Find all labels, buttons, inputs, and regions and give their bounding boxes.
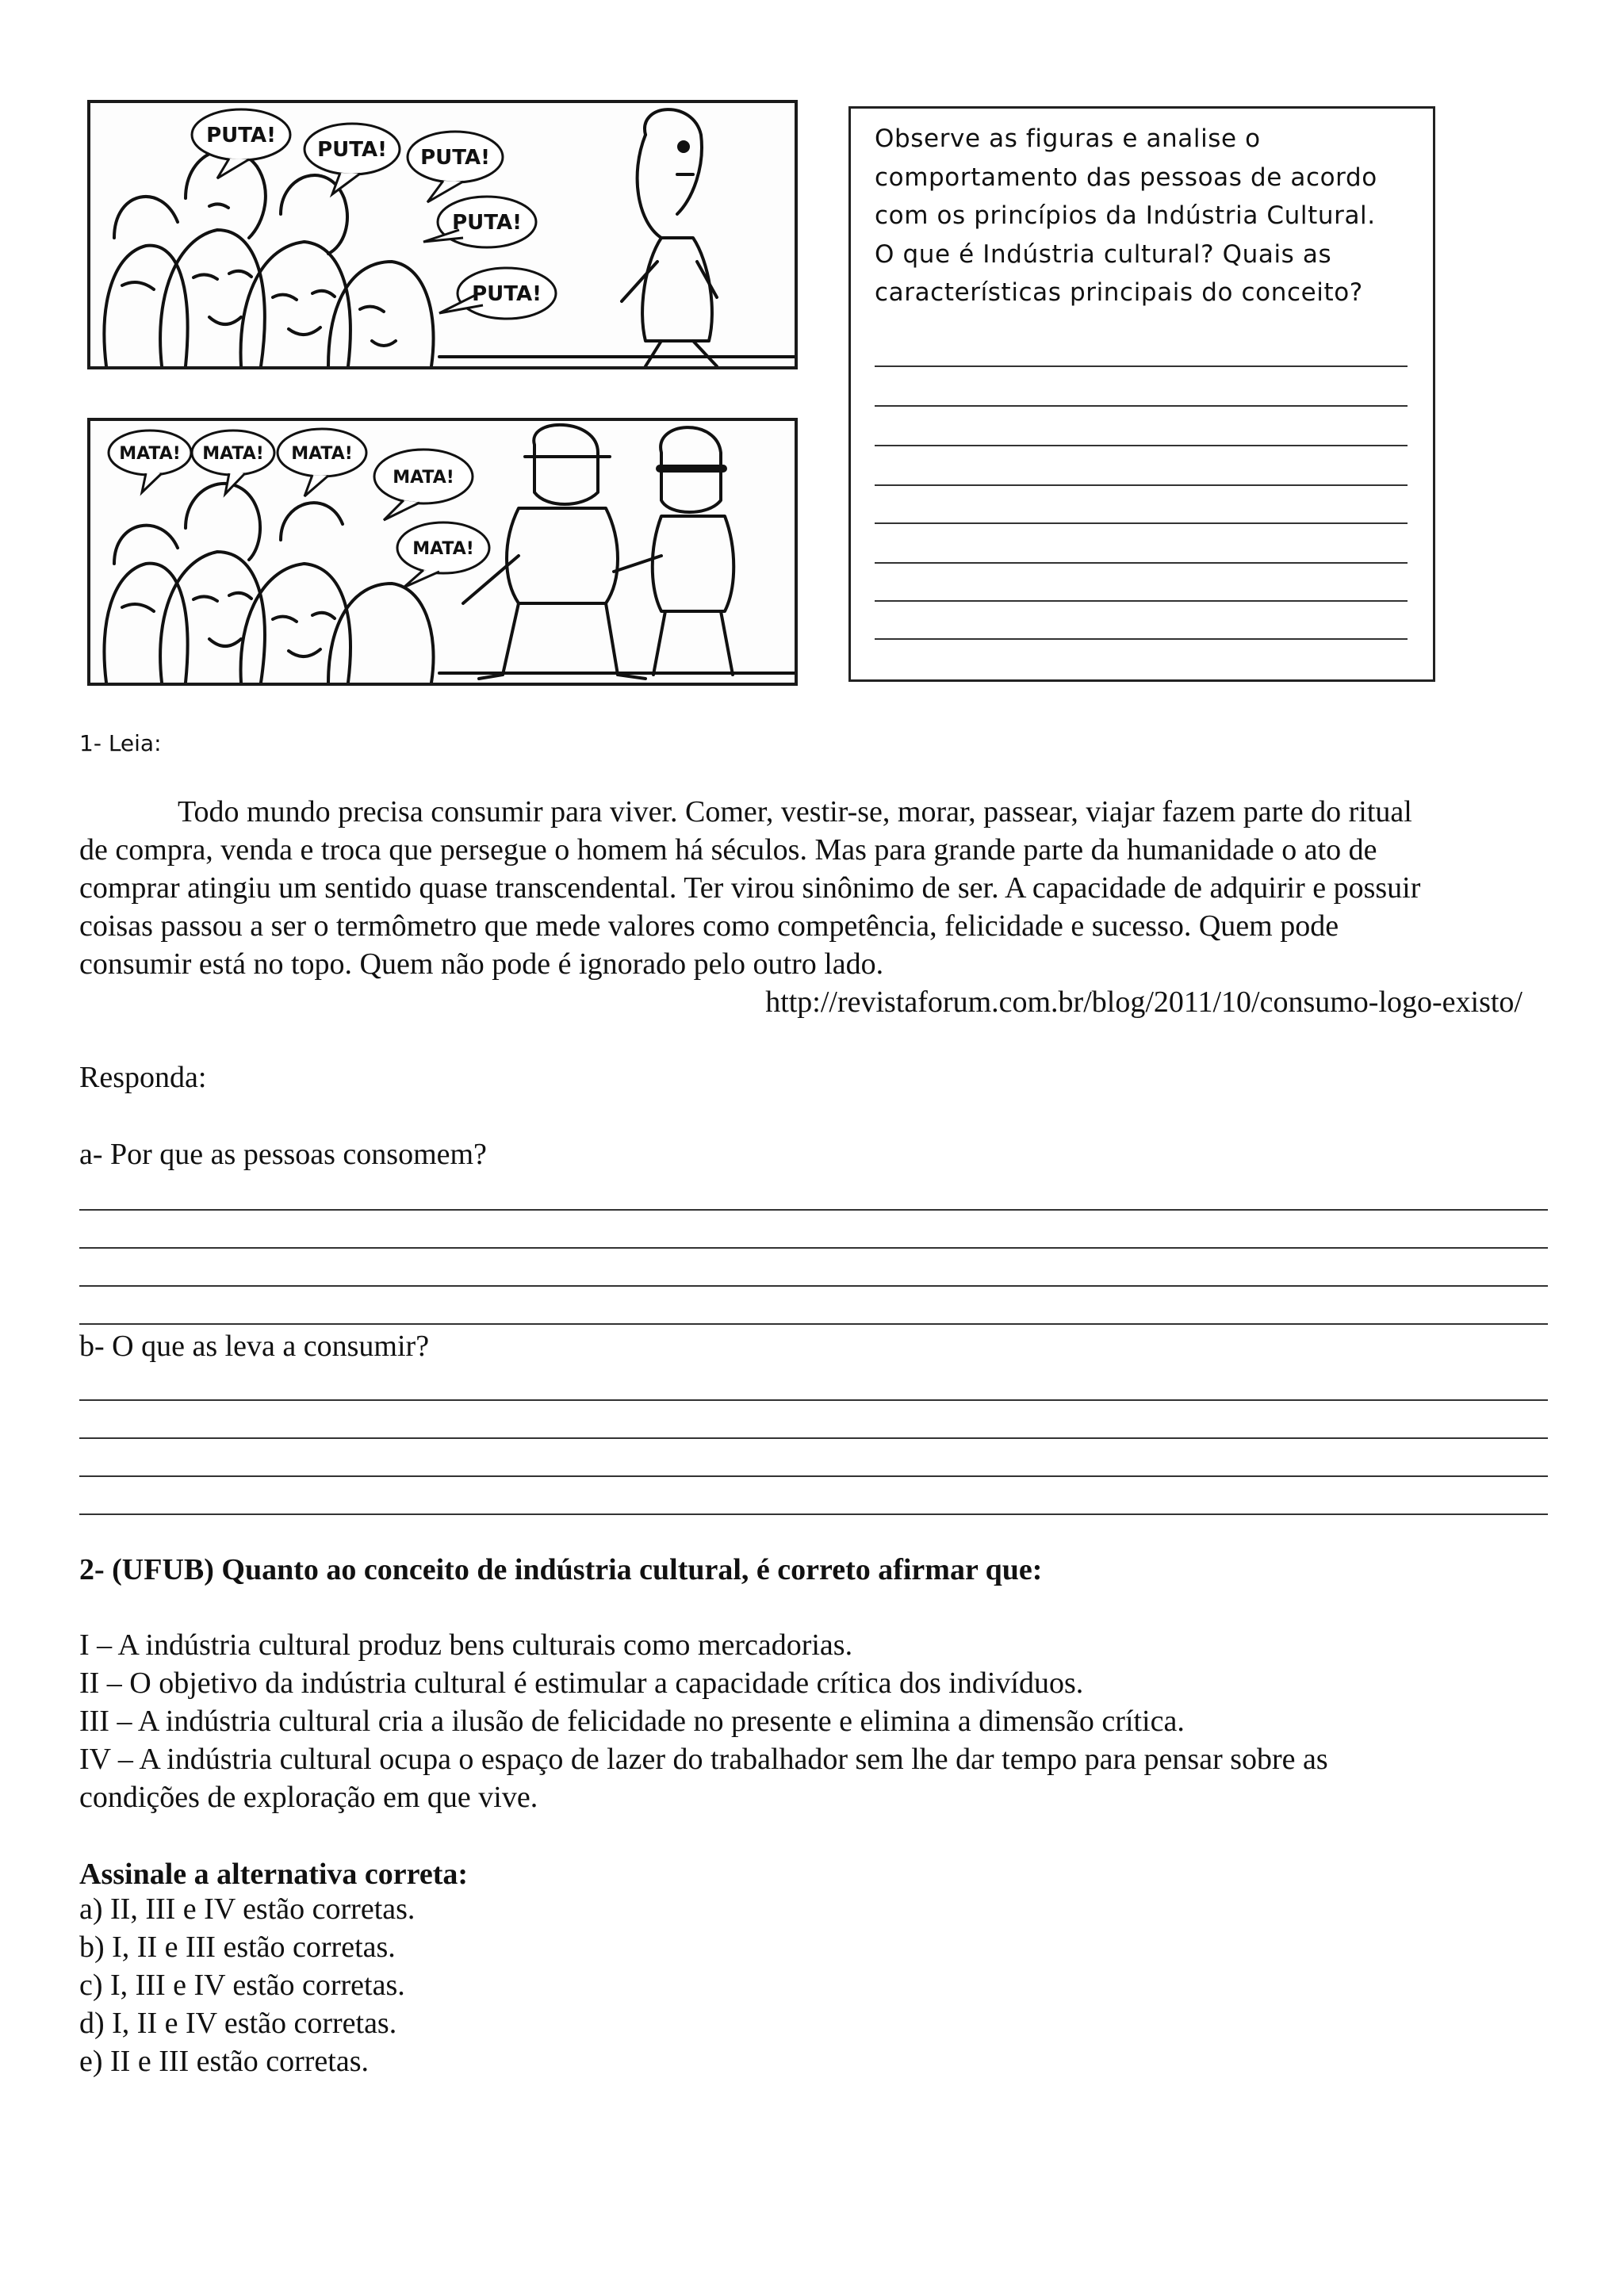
question-a: a- Por que as pessoas consomem? bbox=[79, 1138, 487, 1171]
section-2-title: 2- (UFUB) Quanto ao conceito de indústria cultural, é correto afirmar que: bbox=[79, 1553, 1043, 1586]
answer-line[interactable] bbox=[875, 365, 1408, 367]
answer-line[interactable] bbox=[875, 405, 1408, 407]
statement: I – A indústria cultural produz bens culturais como mercadorias. bbox=[79, 1628, 853, 1662]
statement: II – O objetivo da indústria cultural é estimular a capacidade crítica dos indivíduos. bbox=[79, 1667, 1084, 1700]
question-b: b- O que as leva a consumir? bbox=[79, 1330, 430, 1363]
speech-bubble-4 bbox=[423, 197, 536, 247]
bubble-text: MATA! bbox=[393, 468, 454, 488]
answer-line[interactable] bbox=[79, 1285, 1548, 1287]
bubble-text: MATA! bbox=[202, 444, 264, 464]
bubble-text: MATA! bbox=[291, 444, 353, 464]
bubble-text: PUTA! bbox=[452, 211, 522, 235]
bubble-text: PUTA! bbox=[472, 282, 542, 306]
comic-panel-top bbox=[87, 100, 798, 369]
comic-panel-bottom bbox=[87, 418, 798, 686]
answer-line[interactable] bbox=[79, 1475, 1548, 1477]
answer-line[interactable] bbox=[79, 1209, 1548, 1211]
answer-line[interactable] bbox=[875, 445, 1408, 446]
statement: III – A indústria cultural cria a ilusão de felicidade no presente e elimina a dimensão crítica. bbox=[79, 1705, 1185, 1738]
statement: IV – A indústria cultural ocupa o espaço de lazer do trabalhador sem lhe dar tempo para pensar sobre as bbox=[79, 1743, 1328, 1776]
section-1-heading: 1- Leia: bbox=[79, 730, 162, 756]
bubble-text: MATA! bbox=[412, 539, 474, 559]
bubble-text: PUTA! bbox=[317, 138, 387, 162]
source-link[interactable]: http://revistaforum.com.br/blog/2011/10/consumo-logo-existo/ bbox=[765, 985, 1522, 1019]
answer-line[interactable] bbox=[79, 1399, 1548, 1401]
answer-line[interactable] bbox=[875, 562, 1408, 564]
reading-line: consumir está no topo. Quem não pode é ignorado pelo outro lado. bbox=[79, 947, 884, 981]
reading-line: de compra, venda e troca que persegue o homem há séculos. Mas para grande parte da humanidade o ato de bbox=[79, 833, 1377, 867]
question-box-prompt bbox=[875, 120, 1422, 312]
crowd-insult-illustration bbox=[90, 103, 795, 366]
options-list bbox=[79, 1890, 1507, 2080]
respond-label: Responda: bbox=[79, 1061, 207, 1094]
bubble-text: PUTA! bbox=[420, 146, 490, 170]
speech-bubble-5 bbox=[397, 522, 489, 587]
bubble-text: PUTA! bbox=[206, 124, 276, 147]
speech-bubble-1 bbox=[109, 430, 191, 492]
speech-bubble-4 bbox=[374, 450, 473, 520]
prompt-line: características principais do conceito? bbox=[875, 278, 1363, 307]
reading-line: comprar atingiu um sentido quase transcendental. Ter virou sinônimo de ser. A capacidade de adquirir e possuir bbox=[79, 871, 1421, 905]
statement-list bbox=[79, 1626, 1507, 1816]
instruction: Assinale a alternativa correta: bbox=[79, 1858, 469, 1891]
speech-bubble-2 bbox=[192, 430, 274, 494]
question-box bbox=[848, 106, 1435, 682]
answer-line[interactable] bbox=[875, 484, 1408, 486]
option-a[interactable]: a) II, III e IV estão corretas. bbox=[79, 1892, 416, 1926]
answer-line[interactable] bbox=[875, 600, 1408, 602]
answer-line[interactable] bbox=[875, 522, 1408, 524]
statement: condições de exploração em que vive. bbox=[79, 1781, 538, 1814]
speech-bubble-3 bbox=[408, 132, 503, 202]
answer-line[interactable] bbox=[79, 1247, 1548, 1249]
prompt-line: com os princípios da Indústria Cultural. bbox=[875, 201, 1376, 230]
option-b[interactable]: b) I, II e III estão corretas. bbox=[79, 1931, 396, 1964]
option-e[interactable]: e) II e III estão corretas. bbox=[79, 2045, 369, 2078]
answer-line[interactable] bbox=[79, 1437, 1548, 1439]
answer-line[interactable] bbox=[79, 1323, 1548, 1325]
prompt-line: O que é Indústria cultural? Quais as bbox=[875, 239, 1332, 269]
answer-line[interactable] bbox=[79, 1513, 1548, 1515]
speech-bubble-1 bbox=[192, 109, 290, 178]
prompt-line: Observe as figuras e analise o bbox=[875, 124, 1261, 153]
reading-line: Todo mundo precisa consumir para viver. Comer, vestir-se, morar, passear, viajar fazem parte do ritual bbox=[178, 795, 1412, 828]
speech-bubble-3 bbox=[278, 429, 366, 496]
speech-bubble-5 bbox=[439, 268, 556, 319]
bubble-text: MATA! bbox=[119, 444, 181, 464]
answer-line[interactable] bbox=[875, 638, 1408, 640]
crowd-arrest-illustration bbox=[90, 421, 795, 683]
option-c[interactable]: c) I, III e IV estão corretas. bbox=[79, 1969, 405, 2002]
reading-passage bbox=[79, 793, 1530, 983]
prompt-line: comportamento das pessoas de acordo bbox=[875, 163, 1377, 192]
speech-bubble-2 bbox=[304, 124, 400, 194]
reading-line: coisas passou a ser o termômetro que mede valores como competência, felicidade e sucesso. Quem pode bbox=[79, 909, 1339, 943]
option-d[interactable]: d) I, II e IV estão corretas. bbox=[79, 2007, 397, 2040]
